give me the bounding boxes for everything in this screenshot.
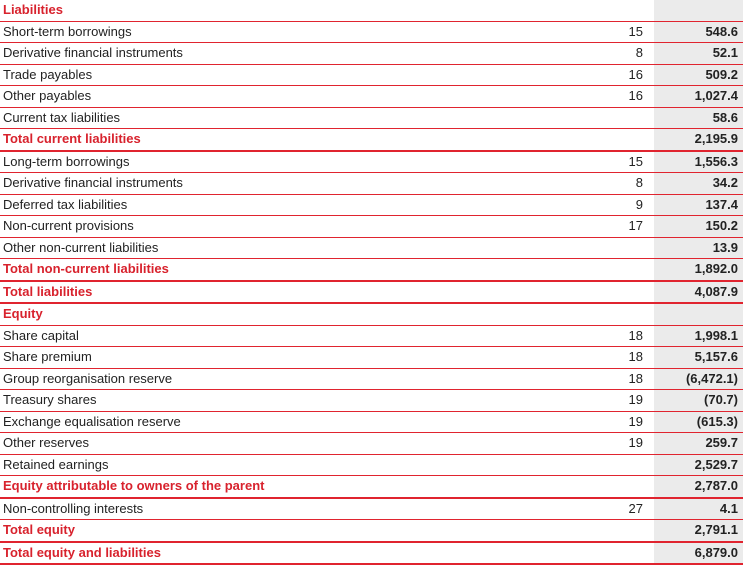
total-row <box>0 259 743 281</box>
table-row <box>0 390 743 412</box>
row-value <box>654 303 743 325</box>
row-value <box>654 0 743 21</box>
row-value: (6,472.1) <box>654 368 743 390</box>
table-row <box>0 86 743 108</box>
row-label: Total equity <box>0 520 500 542</box>
row-note-ref: 16 <box>500 64 654 86</box>
row-value: 509.2 <box>654 64 743 86</box>
table-row <box>0 64 743 86</box>
row-label: Long-term borrowings <box>0 151 500 173</box>
row-note-ref <box>500 476 654 498</box>
row-note-ref <box>500 107 654 129</box>
row-label: Derivative financial instruments <box>0 173 500 195</box>
row-note-ref: 15 <box>500 21 654 43</box>
total-row <box>0 520 743 542</box>
row-label: Other reserves <box>0 433 500 455</box>
row-note-ref: 18 <box>500 325 654 347</box>
table-row <box>0 454 743 476</box>
row-note-ref: 8 <box>500 173 654 195</box>
row-note-ref: 18 <box>500 368 654 390</box>
table-row <box>0 498 743 520</box>
table-row <box>0 107 743 129</box>
row-value: 2,529.7 <box>654 454 743 476</box>
row-value: 548.6 <box>654 21 743 43</box>
table-row <box>0 411 743 433</box>
row-label: Short-term borrowings <box>0 21 500 43</box>
table-row <box>0 347 743 369</box>
total-row <box>0 476 743 498</box>
row-value: 58.6 <box>654 107 743 129</box>
row-value: 2,787.0 <box>654 476 743 498</box>
row-label: Group reorganisation reserve <box>0 368 500 390</box>
section-heading-row <box>0 0 743 21</box>
row-value: 13.9 <box>654 237 743 259</box>
row-note-ref: 16 <box>500 86 654 108</box>
row-note-ref: 9 <box>500 194 654 216</box>
row-note-ref: 15 <box>500 151 654 173</box>
row-note-ref <box>500 129 654 151</box>
row-label: Non-current provisions <box>0 216 500 238</box>
table-row <box>0 173 743 195</box>
row-value: 1,892.0 <box>654 259 743 281</box>
row-note-ref <box>500 259 654 281</box>
row-note-ref: 18 <box>500 347 654 369</box>
row-label: Other payables <box>0 86 500 108</box>
row-label: Non-controlling interests <box>0 498 500 520</box>
table-row <box>0 325 743 347</box>
table-row <box>0 194 743 216</box>
row-value: 259.7 <box>654 433 743 455</box>
total-row <box>0 129 743 151</box>
row-label: Deferred tax liabilities <box>0 194 500 216</box>
table-row <box>0 151 743 173</box>
row-note-ref: 19 <box>500 390 654 412</box>
table-row <box>0 43 743 65</box>
row-value: 52.1 <box>654 43 743 65</box>
row-label: Equity <box>0 303 500 325</box>
row-label: Liabilities <box>0 0 500 21</box>
row-label: Trade payables <box>0 64 500 86</box>
row-label: Treasury shares <box>0 390 500 412</box>
row-note-ref: 27 <box>500 498 654 520</box>
row-label: Retained earnings <box>0 454 500 476</box>
row-value: 6,879.0 <box>654 542 743 565</box>
row-value: 1,027.4 <box>654 86 743 108</box>
row-value: 137.4 <box>654 194 743 216</box>
row-value: 4,087.9 <box>654 281 743 304</box>
row-value: 34.2 <box>654 173 743 195</box>
row-note-ref <box>500 454 654 476</box>
row-label: Share premium <box>0 347 500 369</box>
row-label: Current tax liabilities <box>0 107 500 129</box>
row-value: 1,998.1 <box>654 325 743 347</box>
row-label: Exchange equalisation reserve <box>0 411 500 433</box>
section-heading-row <box>0 303 743 325</box>
table-row <box>0 368 743 390</box>
row-label: Total current liabilities <box>0 129 500 151</box>
row-note-ref: 19 <box>500 411 654 433</box>
row-note-ref <box>500 542 654 565</box>
row-note-ref <box>500 0 654 21</box>
table-row <box>0 21 743 43</box>
row-label: Other non-current liabilities <box>0 237 500 259</box>
row-value: 4.1 <box>654 498 743 520</box>
total-row <box>0 281 743 304</box>
table-row <box>0 433 743 455</box>
row-note-ref <box>500 520 654 542</box>
table-row <box>0 216 743 238</box>
row-note-ref: 17 <box>500 216 654 238</box>
row-value: (615.3) <box>654 411 743 433</box>
row-value: 2,195.9 <box>654 129 743 151</box>
table-row <box>0 237 743 259</box>
row-label: Total non-current liabilities <box>0 259 500 281</box>
row-value: 5,157.6 <box>654 347 743 369</box>
row-label: Equity attributable to owners of the parent <box>0 476 500 498</box>
row-label: Derivative financial instruments <box>0 43 500 65</box>
row-value: 150.2 <box>654 216 743 238</box>
row-value: 2,791.1 <box>654 520 743 542</box>
row-label: Total liabilities <box>0 281 500 304</box>
row-label: Share capital <box>0 325 500 347</box>
row-note-ref <box>500 237 654 259</box>
row-note-ref: 19 <box>500 433 654 455</box>
row-note-ref: 8 <box>500 43 654 65</box>
row-label: Total equity and liabilities <box>0 542 500 565</box>
row-value: (70.7) <box>654 390 743 412</box>
row-note-ref <box>500 303 654 325</box>
row-value: 1,556.3 <box>654 151 743 173</box>
total-row <box>0 542 743 565</box>
row-note-ref <box>500 281 654 304</box>
